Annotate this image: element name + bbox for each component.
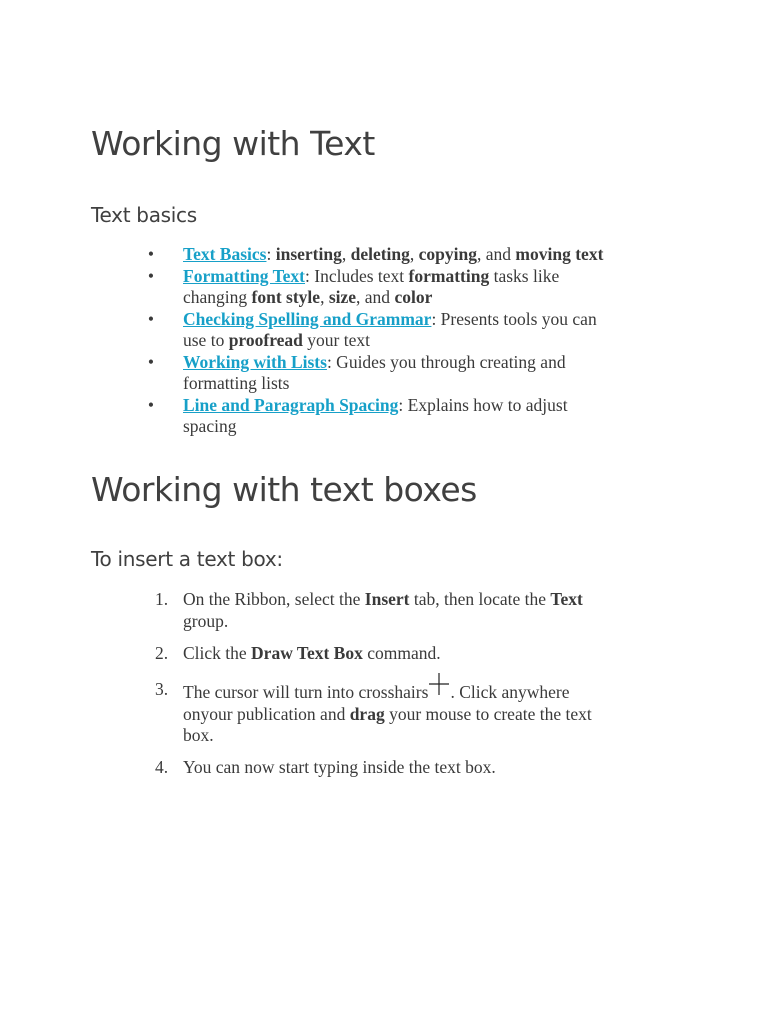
insert-text-box-steps: [0, 589, 640, 789]
link-working-with-lists[interactable]: Working with Lists: [183, 351, 327, 372]
bullet-icon: •: [147, 394, 155, 415]
text-run: group.: [183, 610, 229, 631]
text-run: : Guides you through creating and formatting lists: [183, 351, 566, 393]
step-item: [0, 643, 623, 665]
step-number: 4.: [155, 757, 169, 777]
bold-text: proofread: [228, 330, 303, 350]
crosshair-icon: [428, 679, 450, 701]
bullet-icon: •: [147, 308, 155, 329]
text-run: The cursor will turn into crosshairs: [183, 682, 429, 702]
text-run: ,: [409, 244, 419, 264]
bold-text: Draw Text Box: [251, 642, 363, 663]
page-title: Working with Text: [91, 124, 375, 163]
link-line-paragraph-spacing[interactable]: Line and Paragraph Spacing: [183, 394, 399, 415]
section-subtitle-insert-text-box: To insert a text box:: [91, 547, 283, 571]
bold-text: size: [328, 287, 357, 307]
text-run: : Explains how to adjust spacing: [183, 394, 568, 436]
bold-text: copying: [418, 244, 478, 264]
text-run: : Presents tools you can use to: [183, 308, 597, 350]
bold-text: deleting: [350, 244, 410, 264]
text-basics-list: [0, 244, 640, 438]
text-run: , and: [356, 287, 395, 307]
step-number: 2.: [155, 642, 169, 663]
link-formatting-text[interactable]: Formatting Text: [183, 265, 306, 286]
list-item: [0, 244, 623, 266]
text-run: tab, then locate the: [409, 589, 551, 609]
list-item: [0, 395, 623, 438]
bold-text: moving text: [515, 244, 604, 264]
bold-text: font style: [251, 287, 321, 307]
section-title-text-boxes: Working with text boxes: [91, 470, 477, 509]
bold-text: formatting: [408, 265, 490, 286]
text-run: , and: [477, 244, 516, 264]
bullet-icon: •: [147, 265, 155, 286]
text-run: : Includes text: [305, 265, 409, 286]
text-run: tasks like changing: [183, 265, 560, 307]
step-item: [0, 679, 623, 747]
text-run: You can now start typing inside the text box.: [183, 757, 496, 777]
bold-text: Text: [550, 589, 583, 609]
link-text-basics[interactable]: Text Basics: [183, 244, 267, 264]
section-subtitle-text-basics: Text basics: [91, 203, 197, 227]
bold-text: drag: [349, 703, 385, 724]
bold-text: Insert: [364, 589, 410, 609]
list-item: [0, 309, 623, 352]
list-item: [0, 266, 623, 309]
text-run: ,: [341, 244, 351, 264]
text-run: your mouse to create the text box.: [183, 703, 592, 745]
text-run: your text: [302, 330, 370, 350]
bold-text: color: [394, 287, 433, 307]
step-number: 3.: [155, 679, 169, 699]
step-item: [0, 589, 623, 632]
text-run: . Click anywhere onyour publication and: [183, 682, 570, 724]
text-run: On the Ribbon, select the: [183, 589, 365, 609]
step-item: [0, 757, 623, 779]
text-run: ,: [320, 287, 329, 307]
bullet-icon: •: [147, 244, 155, 264]
list-item: [0, 352, 623, 395]
text-run: :: [266, 244, 276, 264]
text-run: Click the: [183, 642, 252, 663]
bullet-icon: •: [147, 351, 155, 372]
link-checking-spelling[interactable]: Checking Spelling and Grammar: [183, 308, 432, 329]
text-run: command.: [362, 642, 441, 663]
step-number: 1.: [155, 589, 169, 609]
bold-text: inserting: [275, 244, 342, 264]
